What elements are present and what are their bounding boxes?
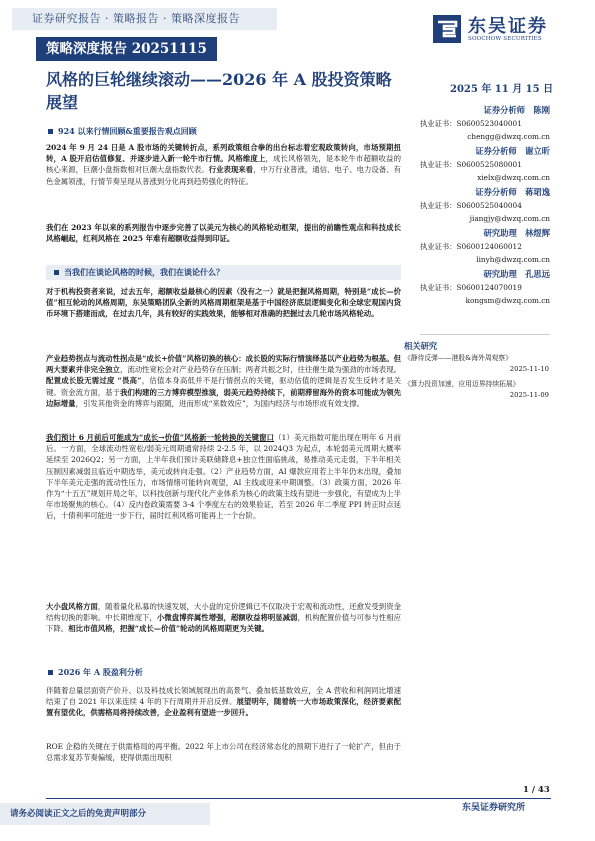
paragraph-earnings: [46, 685, 401, 719]
soochow-logo-icon: [432, 14, 462, 44]
report-tag: 策略深度报告 20251115: [36, 37, 217, 61]
analyst-role-name: 研究助理 林煜辉: [483, 228, 550, 238]
paragraph-market-review: [46, 142, 401, 187]
related-item-date: 2025-11-09: [509, 391, 549, 399]
analyst-email[interactable]: linyh@dwzq.com.cn: [476, 255, 550, 264]
analyst-block: [420, 104, 550, 307]
analyst-role-name: 证券分析师 谢立昕: [475, 146, 550, 156]
section-heading-review: [48, 124, 197, 138]
breadcrumb: 证券研究报告 · 策略报告 · 策略深度报告: [12, 8, 277, 30]
analyst-email[interactable]: jiangjy@dwzq.com.cn: [469, 214, 550, 223]
analyst-email[interactable]: kongsm@dwzq.com.cn: [465, 296, 550, 305]
text-segment: 伴随着总量层面资产价升、以及科技成长领域展现出的高景气、叠加低基数效应，全 A 营收和利润同比增速结束了自 2021 年以来连续 4 年的下行周期并开启反弹。: [46, 686, 401, 707]
analyst-role-name: 证券分析师 蒋珺逸: [475, 187, 550, 197]
analyst-card: [420, 268, 550, 307]
text-segment: 我们预计 6 月前后可能成为“成长→价值”风格新一轮转换的关键窗口: [46, 433, 275, 442]
analyst-cert: 执业证书：S0600525040004: [420, 201, 522, 210]
related-item-title[interactable]: 《算力投资加速，应用迈界持续拓展》: [404, 380, 520, 388]
bullet-square-icon: [54, 270, 59, 275]
text-segment: 但两大要素并非完全独立: [46, 354, 401, 375]
text-segment: ，中万行业普涨，通信、电子、电力设备、有色金属领涨，行情节奏呈现从普涨到分化再到趋势强化的特征。: [46, 165, 401, 186]
brand-logo: [432, 12, 587, 52]
page-number: 1 / 43: [523, 785, 550, 795]
analyst-cert: 执业证书：S0600523040001: [420, 119, 522, 128]
section-heading-earnings: [48, 665, 143, 679]
bullet-square-icon: [48, 129, 53, 134]
related-item-title[interactable]: 《静待反弹——港股&海外周观察》: [404, 354, 513, 362]
text-segment: 大小盘风格方面: [46, 602, 98, 611]
text-segment: ，成长风格领先，是本轮牛市超额收益的核心来源，巨潮小盘指数相对巨潮大盘指数代表。: [46, 154, 401, 175]
text-segment: 展望明年，随着统一大市场政策深化，经济要素配置有望优化，供需格局将持续改善，企业盈利有望进一步回升。: [46, 697, 401, 718]
related-item-date: 2025-11-10: [509, 365, 549, 373]
text-segment: 风格维度上: [227, 154, 266, 164]
brand-name-cn: 东吴证券: [468, 16, 548, 37]
text-segment: 小微盘博弈属性增强，超额收益将明显减弱: [156, 613, 298, 623]
text-segment: 2024 年 9 月 24 日是 A 股市场的关键转折点，系列政策组合拳的出台标志着宏观政策转向，市场预期扭转，A 股开启估值修复、并逐步进入新一轮牛市行情。: [46, 143, 401, 164]
text-segment: ，机构配置价值与可参与性相应下降。: [46, 613, 401, 634]
text-segment: ，随着量化私募的快速发展，大小盘的定价逻辑已不仅取决于宏观和流动性，还愈发受到资金结构切换的影响。中长期维度下，: [46, 602, 401, 623]
report-date: 2025 年 11 月 15 日: [450, 84, 554, 95]
disclaimer-banner[interactable]: 请务必阅读正文之后的免责声明部分: [0, 803, 210, 825]
text-segment: 对于机构投资者来说，过去五年，超额收益最核心的因素（没有之一）就是把握风格周期，特别是“成长—价值”相互轮动的风格周期，东吴策略团队全新的风格周期框架是基于中国经济底层逻辑变化和全球宏观国内货币环境下搭建而成，在过去几年，具有较好的实践效果，能够相对准确的把握过去几轮市场风格轮动。: [46, 287, 401, 319]
text-segment: （1）美元指数可能出现在明年 6 月前后。一方面，全球流动性宽松/弱美元周期通常持续 2-2.5 年，以 2024Q3 为起点，本轮弱美元周期大概率延续至 2026Q2；另一方面，上半年我们预计美联储降息+独立性面临挑战，易推动美元走弱，下半年相关压制因素减弱且临近中期选举，美元或转向走强。（2）产业趋势方面，AI 爆款应用若上半年仍未出现，叠加下半年美元走强的流动性压力，市场情绪可能转向观望，AI 主线或迎来中期调整。（3）政策方面，2026 年作为“十五五”规划开局之年，以科技创新与现代化产业体系为核心的政策主线有望进一步强化，有望成为上半年市场聚焦的核心。（4）反内卷政策需要 3-4 个季度左右的效果验证，若至 2026 年二季度 PPI 转正时点延后，十债利率可能进一步下行，届时红利风格可能再上一个台阶。: [46, 433, 401, 521]
analyst-email[interactable]: chengg@dwzq.com.cn: [467, 132, 550, 141]
section-heading-text: 当我们在谈论风格的时候，我们在谈论什么？: [64, 267, 224, 277]
paragraph-window-forecast: [46, 432, 401, 522]
analyst-card: [420, 227, 550, 266]
related-item[interactable]: [404, 379, 549, 401]
related-item[interactable]: [404, 353, 549, 375]
analyst-card: [420, 104, 550, 143]
divider: [420, 334, 550, 335]
analyst-role-name: 证券分析师 陈刚: [483, 105, 550, 115]
related-research-list: [404, 353, 549, 401]
analyst-role-name: 研究助理 孔思远: [483, 269, 550, 279]
paragraph-inflection: [46, 353, 401, 409]
footer-org: 东吴证券研究所: [462, 803, 526, 813]
analyst-cert: 执业证书：S0600525080001: [420, 160, 522, 169]
section-heading-question: [46, 265, 401, 280]
text-segment: 我们构建的三方博弈模型推演，弱美元趋势持续下，前期滞留海外的资本可能成为领先边际增量: [46, 387, 401, 408]
analyst-card: [420, 186, 550, 225]
footer-divider: [46, 798, 551, 799]
analyst-email[interactable]: xielx@dwzq.com.cn: [477, 173, 550, 182]
analyst-card: [420, 145, 550, 184]
text-segment: ROE 企稳的关键在于供需格局的再平衡。2022 年上市公司在经济常态化的预期下进行了一轮扩产，但由于总需求复苏节奏偏缓，使得供需出现积: [46, 742, 401, 763]
analyst-cert: 执业证书：S0600124070019: [420, 283, 522, 292]
related-research-title: 相关研究: [404, 341, 438, 351]
section-heading-text: 924 以来行情回顾&重要报告观点回顾: [58, 126, 197, 136]
text-segment: 我们在 2023 年以来的系列报告中逐步完善了以美元为核心的风格轮动框架，提出的前瞻性观点和科技成长风格崛起，红利风格在 2025 年难有超额收益得到印证。: [46, 223, 401, 244]
section-heading-text: 2026 年 A 股盈利分析: [58, 667, 143, 677]
text-segment: ，估值本身高低并不是行情拐点的关键，驱动估值的逻辑是否发生反转才是关键。资金流方面，基于: [46, 376, 401, 397]
paragraph-roe: [46, 741, 401, 763]
analyst-cert: 执业证书：S0600124060012: [420, 242, 522, 251]
text-segment: 行业表现来看: [208, 165, 254, 175]
text-segment: ，引发其他资金的博弈与跟随，进而形成“来数效应”，为国内经济与市场形成有效支撑。: [75, 398, 364, 408]
brand-name-en: SOOCHOW SECURITIES: [468, 36, 542, 42]
text-segment: 产业趋势拐点与流动性拐点是“成长+价值”风格切换的核心：成长股的实际行情演绎基以产业趋势为根基。: [46, 354, 394, 363]
text-segment: ，流动性宽松会对产业趋势存在压制；两者共振之时，往往催生最为强劲的市场表现。: [119, 365, 401, 375]
paragraph-size-style: [46, 601, 401, 635]
paragraph-framework: [46, 222, 401, 244]
report-title: 风格的巨轮继续滚动——2026 年 A 股投资策略展望: [46, 70, 392, 112]
bullet-square-icon: [48, 670, 53, 675]
text-segment: 相比市值风格，把握“成长—价值”轮动的风格周期更为关键。: [68, 624, 269, 634]
text-segment: 配置成长股无需过度 “畏高”: [46, 376, 142, 386]
paragraph-style-cycle: [46, 286, 401, 320]
